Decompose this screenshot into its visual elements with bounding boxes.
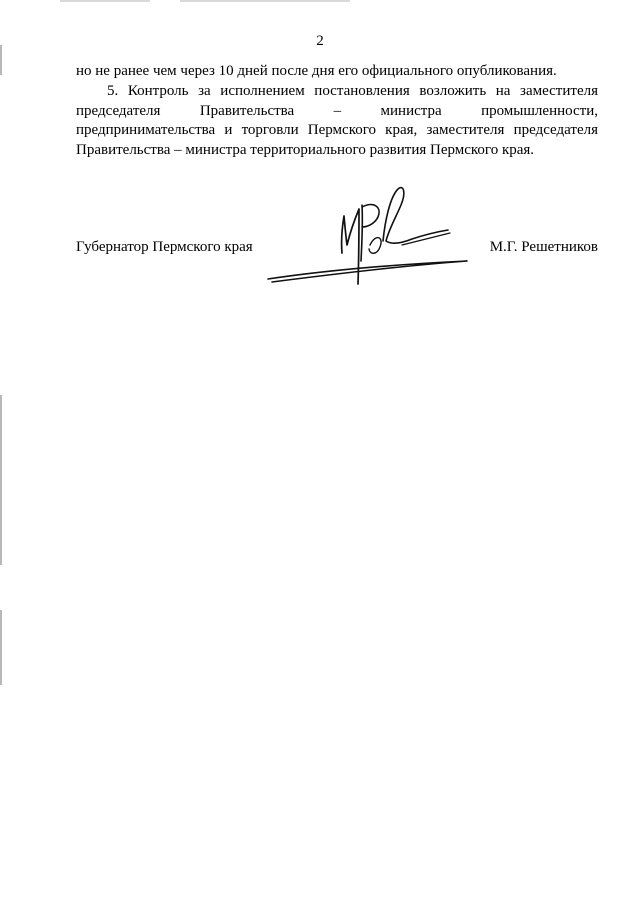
signatory-name: М.Г. Решетников xyxy=(489,239,598,255)
handwritten-signature xyxy=(262,183,474,287)
paragraph-item-5: 5. Контроль за исполнением постановления возложить на заместителя председателя Правительства – министра промышленности, предпринимательства и торговли Пермского края, заместителя председателя Правительства – министра территориального развития Пермского края. xyxy=(76,83,598,159)
scan-edge-left xyxy=(0,610,2,685)
page-number: 2 xyxy=(316,33,324,49)
scan-edge-left xyxy=(0,395,2,565)
scan-edge-top xyxy=(180,0,350,2)
signatory-title: Губернатор Пермского края xyxy=(76,239,253,255)
scan-edge-top xyxy=(60,0,150,2)
paragraph-continuation: но не ранее чем через 10 дней после дня его официального опубликования. xyxy=(76,63,557,79)
